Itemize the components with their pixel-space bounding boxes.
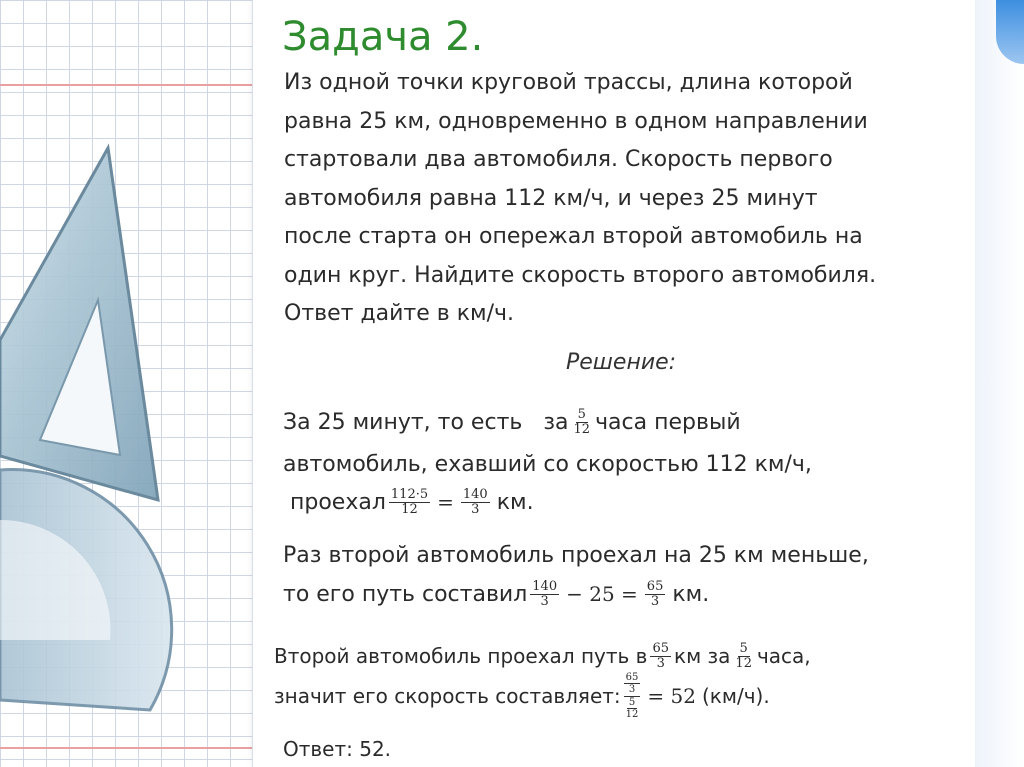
fraction bbox=[572, 408, 593, 437]
fraction bbox=[530, 580, 559, 609]
text: км за bbox=[674, 644, 731, 668]
fraction bbox=[733, 642, 754, 671]
solution-3-line-1 bbox=[274, 638, 811, 674]
task-title: Задача 2. bbox=[282, 14, 484, 60]
fraction bbox=[624, 697, 641, 720]
denominator: 12 bbox=[573, 421, 591, 437]
problem-line: один круг. Найдите скорость второго автомобиля. bbox=[284, 262, 877, 288]
numerator: 65 bbox=[625, 672, 639, 683]
text: значит его скорость составляет: bbox=[274, 684, 621, 708]
drawing-tools-illustration bbox=[0, 0, 260, 767]
solution-2-line-2 bbox=[283, 576, 709, 612]
denominator: 3 bbox=[628, 684, 636, 695]
fraction bbox=[645, 580, 666, 609]
numerator: 140 bbox=[532, 578, 558, 594]
problem-line: после старта он опережал второй автомобиль на bbox=[284, 224, 863, 249]
set-square-icon bbox=[0, 148, 158, 500]
protractor-icon bbox=[0, 470, 172, 710]
numerator: 65 bbox=[646, 578, 664, 594]
text: то его путь составил bbox=[283, 581, 528, 607]
text: За 25 минут, то есть за bbox=[283, 409, 569, 435]
denominator: 12 bbox=[735, 655, 752, 671]
denominator: 3 bbox=[650, 593, 660, 609]
numerator: 112·5 bbox=[390, 486, 429, 502]
compound-denominator bbox=[624, 697, 641, 720]
operator: = bbox=[437, 490, 454, 514]
numerator: 5 bbox=[577, 406, 586, 422]
answer: Ответ: 52. bbox=[283, 737, 392, 761]
text: Второй автомобиль проехал путь в bbox=[274, 644, 648, 668]
numerator: 5 bbox=[739, 640, 748, 656]
solution-1-line-1 bbox=[283, 404, 741, 440]
text: проехал bbox=[290, 489, 386, 515]
solution-3-line-2 bbox=[274, 670, 770, 722]
numerator: 5 bbox=[628, 697, 636, 708]
problem-line: Из одной точки круговой трассы, длина которой bbox=[284, 70, 853, 95]
numerator: 140 bbox=[462, 486, 488, 502]
problem-line: Ответ дайте в км/ч. bbox=[284, 301, 515, 326]
text: км. bbox=[672, 581, 710, 607]
denominator: 3 bbox=[656, 655, 665, 671]
solution-2-line-1: Раз второй автомобиль проехал на 25 км меньше, bbox=[283, 542, 869, 568]
fraction bbox=[389, 488, 430, 517]
text: часа первый bbox=[595, 409, 741, 435]
denominator: 3 bbox=[471, 501, 480, 517]
problem-line: стартовали два автомобиля. Скорость первого bbox=[284, 147, 833, 172]
fraction bbox=[461, 488, 490, 517]
fraction bbox=[650, 642, 671, 671]
problem-line: автомобиля равна 112 км/ч, и через 25 минут bbox=[284, 185, 818, 211]
operator: − 25 = bbox=[566, 582, 638, 606]
result: = 52 bbox=[647, 684, 696, 708]
denominator: 12 bbox=[625, 709, 639, 720]
denominator: 3 bbox=[540, 593, 549, 609]
solution-1-line-2: автомобиль, ехавший со скоростью 112 км/ч, bbox=[283, 451, 812, 477]
problem-line: равна 25 км, одновременно в одном направлении bbox=[284, 108, 868, 134]
text: часа, bbox=[756, 644, 811, 668]
solution-1-line-3 bbox=[290, 484, 534, 520]
numerator: 65 bbox=[652, 640, 669, 656]
problem-statement bbox=[284, 64, 964, 334]
text: (км/ч). bbox=[701, 684, 770, 708]
denominator: 12 bbox=[401, 501, 418, 517]
text: км. bbox=[496, 489, 534, 515]
compound-fraction bbox=[624, 672, 641, 720]
compound-numerator bbox=[624, 672, 641, 697]
solution-heading: Решение: bbox=[566, 350, 677, 375]
right-margin-strip bbox=[975, 0, 1024, 767]
fraction bbox=[624, 672, 641, 695]
